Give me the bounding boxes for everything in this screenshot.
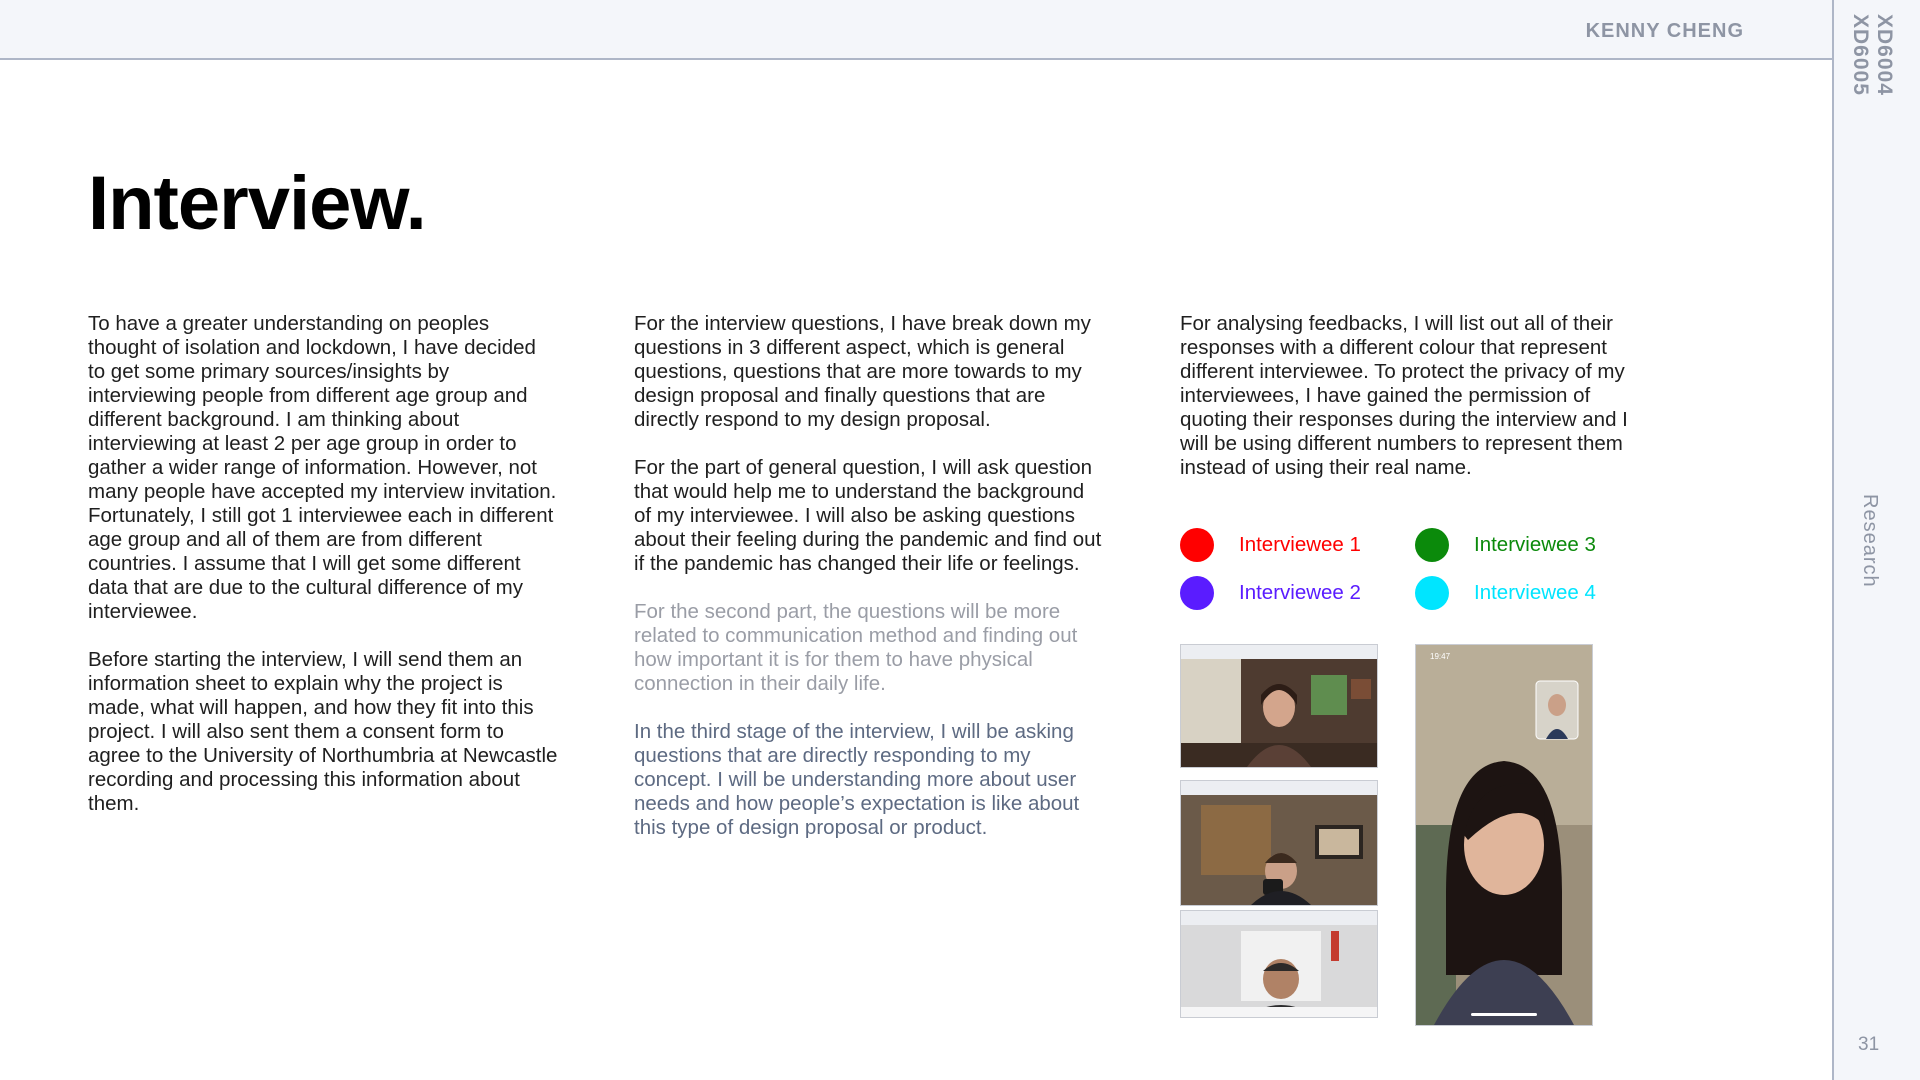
author-name: KENNY CHENG — [1585, 20, 1744, 42]
color-dot — [1415, 528, 1449, 562]
page-title: Interview. — [88, 161, 426, 246]
interviewee-legend — [1180, 528, 1660, 624]
phone-time: 19:47 — [1430, 652, 1451, 661]
paragraph: To have a greater understanding on peoples thought of isolation and lockdown, I have decided to get some primary sources/insights by interviewing people from different age group and different background. I am thinking about interviewing at least 2 per age group in order to gather a wider range of information. However, not many people have accepted my interview invitation. Fortunately, I still got 1 interviewee each in different age group and all of them are from different countries. I assume that I will get some different data that are due to the cultural difference of my interviewee. — [88, 312, 557, 623]
paragraph: In the third stage of the interview, I will be asking questions that are directly responding to my concept. I will be understanding more about user needs and how people’s expectation is like about this type of design proposal or product. — [634, 720, 1080, 839]
course-code: XD6004 — [1873, 14, 1896, 96]
course-code: XD6005 — [1849, 14, 1872, 96]
legend-label: Interviewee 3 — [1474, 533, 1596, 556]
legend-label: Interviewee 2 — [1239, 581, 1361, 604]
legend-item — [1180, 528, 1361, 562]
column-2 — [634, 312, 1106, 864]
top-bar — [0, 0, 1832, 60]
color-dot — [1180, 576, 1214, 610]
paragraph: For the second part, the questions will be more related to communication method and finding out how important it is for them to have physical connection in their daily life. — [634, 600, 1078, 695]
paragraph: For the part of general question, I will ask question that would help me to understand the background of my interviewee. I will also be asking questions about their feeling during the pandemic and find out if the pandemic has changed their life or feelings. — [634, 456, 1102, 575]
color-dot — [1180, 528, 1214, 562]
section-label: Research — [1859, 494, 1881, 588]
column-1 — [88, 312, 558, 840]
phone-call-screenshot — [1415, 644, 1593, 1026]
legend-item — [1180, 576, 1361, 610]
color-dot — [1415, 576, 1449, 610]
page-number: 31 — [1858, 1034, 1880, 1055]
course-codes — [1848, 14, 1896, 96]
video-call-screenshot-3 — [1180, 910, 1378, 1018]
column-3 — [1180, 312, 1660, 504]
video-call-screenshot-1 — [1180, 644, 1378, 768]
paragraph: Before starting the interview, I will send them an information sheet to explain why the project is made, what will happen, and how they fit into this project. I will also sent them a consent form to agree to the University of Northumbria at Newcastle recording and processing this information about them. — [88, 648, 558, 815]
legend-item — [1415, 528, 1596, 562]
video-call-screenshot-2 — [1180, 780, 1378, 906]
paragraph: For analysing feedbacks, I will list out all of their responses with a different colour that represent different interviewee. To protect the privacy of my interviewees, I have gained the permission of quoting their responses during the interview and I will be using different numbers to represent them instead of using their real name. — [1180, 312, 1628, 479]
legend-label: Interviewee 1 — [1239, 533, 1361, 556]
legend-item — [1415, 576, 1596, 610]
legend-label: Interviewee 4 — [1474, 581, 1596, 604]
paragraph: For the interview questions, I have break down my questions in 3 different aspect, which is general questions, questions that are more towards to my design proposal and finally questions that are directly respond to my design proposal. — [634, 312, 1091, 431]
